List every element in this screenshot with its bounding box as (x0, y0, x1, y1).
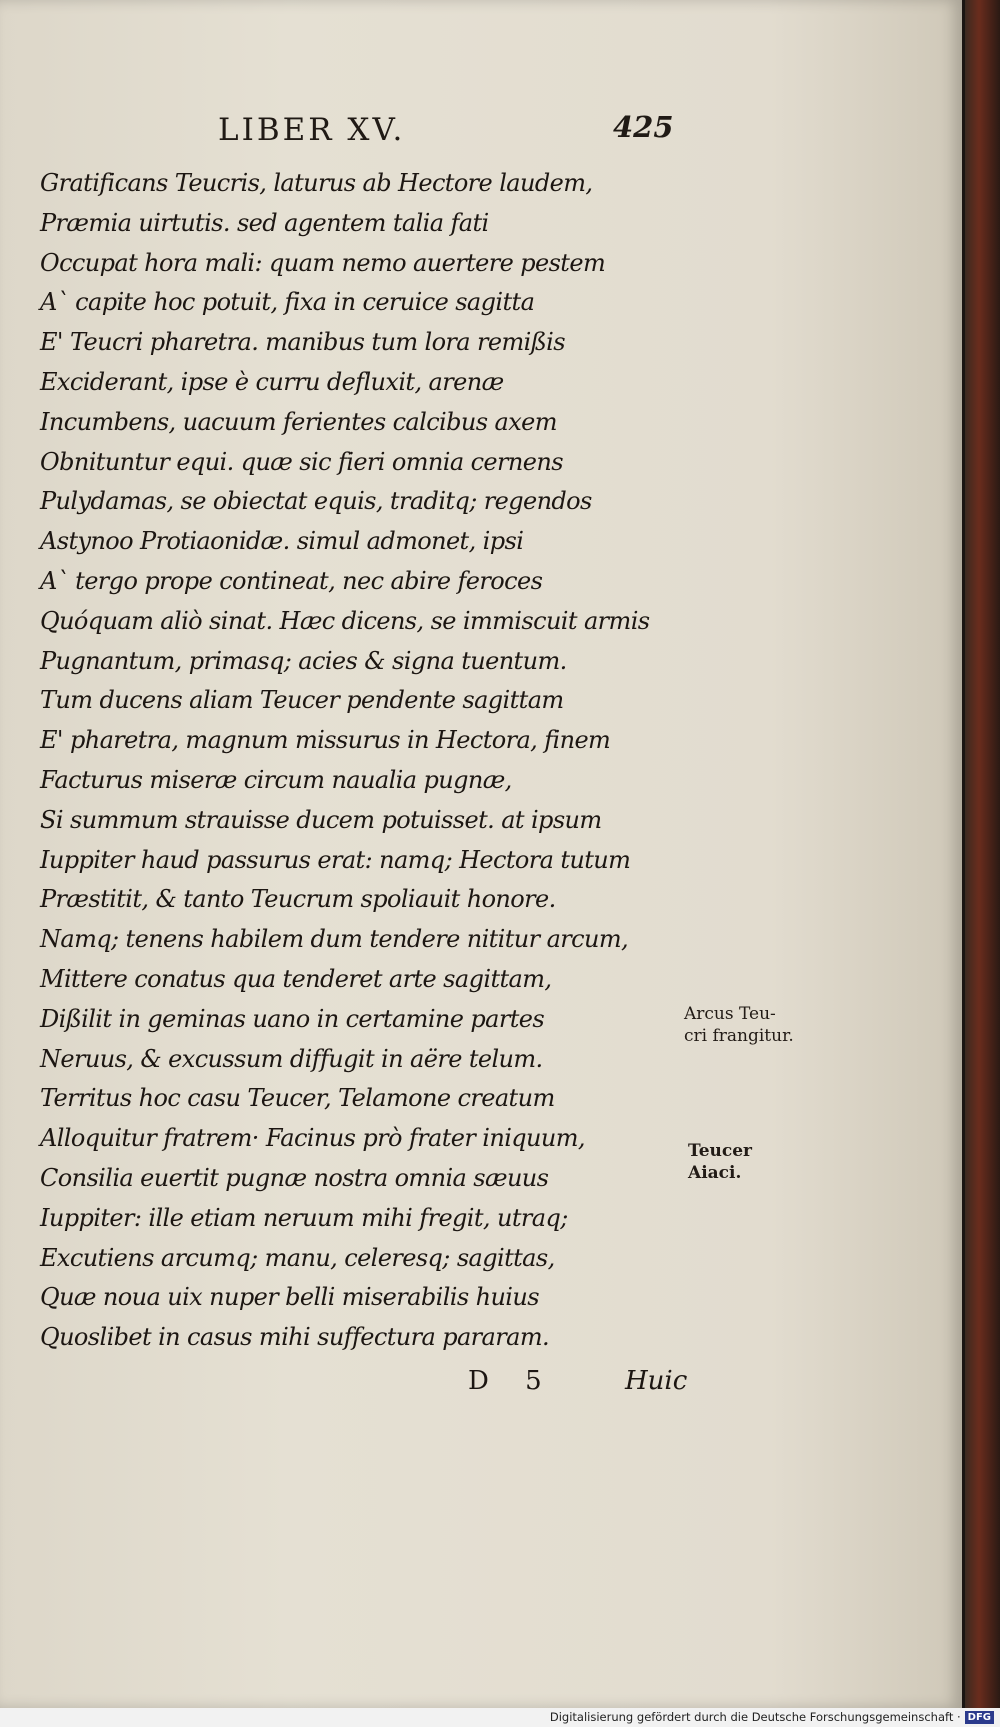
verse-line: Quoslibet in casus mihi suffectura pararam. (40, 1323, 550, 1352)
signature-mark: D 5 (468, 1366, 556, 1396)
verse-line: Gratificans Teucris, laturus ab Hectore laudem, (40, 169, 593, 197)
verse-line: Excutiens arcumq; manu, celeresq; sagittas, (40, 1243, 555, 1272)
side-note-line: cri frangitur. (684, 1026, 794, 1046)
verse-line: Tum ducens aliam Teucer pendente sagittam (40, 686, 564, 715)
catchword: Huic (625, 1366, 688, 1396)
side-note-arcus (684, 1003, 794, 1047)
verse-line: Quæ noua uix nuper belli miserabilis huius (40, 1283, 539, 1312)
running-head: LIBER XV. (218, 112, 406, 148)
verse-line: Incumbens, uacuum ferientes calcibus axem (40, 407, 557, 436)
verse-line: Præmia uirtutis. sed agentem talia fati (40, 208, 489, 237)
verse-line: A` tergo prope contineat, nec abire feroces (40, 566, 543, 595)
verse-line: Consilia euertit pugnæ nostra omnia sæuus (40, 1163, 549, 1192)
verse-line: Mittere conatus qua tenderet arte sagittam, (40, 964, 552, 993)
verse-line: Alloquitur fratrem· Facinus prò frater iniquum, (40, 1124, 585, 1153)
verse-line: Namq; tenens habilem dum tendere nititur arcum, (40, 925, 629, 954)
verse-line: Iuppiter: ille etiam neruum mihi fregit, utraq; (40, 1203, 568, 1232)
verse-line: Dißilit in geminas uano in certamine partes (40, 1004, 545, 1033)
verse-line: Territus hoc casu Teucer, Telamone creatum (40, 1084, 555, 1113)
verse-line: Exciderant, ipse è curru defluxit, arenæ (40, 367, 504, 396)
verse-line: Pulydamas, se obiectat equis, traditq; regendos (40, 487, 592, 516)
verse-line: Iuppiter haud passurus erat: namq; Hectora tutum (40, 845, 631, 874)
verse-line: E' pharetra, magnum missurus in Hectora, finem (40, 726, 611, 755)
verse-line: Neruus, & excussum diffugit in aëre telum. (40, 1044, 543, 1073)
verse-line: Pugnantum, primasq; acies & signa tuentum. (40, 646, 567, 675)
verse-line: Occupat hora mali: quam nemo auertere pestem (40, 248, 606, 277)
book-edge (965, 0, 1000, 1727)
verse-line: Facturus miseræ circum naualia pugnæ, (40, 765, 512, 794)
side-note-teucer (688, 1140, 752, 1184)
verse-line: Astynoo Protiaonidæ. simul admonet, ipsi (40, 527, 524, 556)
dfg-logo: DFG (965, 1711, 994, 1724)
verse-line: Si summum strauisse ducem potuisset. at ipsum (40, 805, 602, 834)
verse-line: Obnituntur equi. quæ sic fieri omnia cernens (40, 447, 563, 476)
side-note-line: Teucer (688, 1141, 752, 1161)
verse-line: Quóquam aliò sinat. Hæc dicens, se immiscuit armis (40, 606, 650, 635)
verse-line: E' Teucri pharetra. manibus tum lora remißis (40, 328, 565, 357)
verse-text (40, 164, 680, 1358)
page-number: 425 (613, 110, 674, 144)
verse-line: Præstitit, & tanto Teucrum spoliauit honore. (40, 885, 556, 914)
side-note-line: Aiaci. (688, 1163, 742, 1183)
side-note-line: Arcus Teu- (684, 1004, 776, 1024)
credit-text: Digitalisierung gefördert durch die Deutsche Forschungsgemeinschaft · (549, 1710, 961, 1724)
verse-line: A` capite hoc potuit, fixa in ceruice sagitta (40, 288, 535, 317)
digitization-credit (550, 1709, 994, 1726)
